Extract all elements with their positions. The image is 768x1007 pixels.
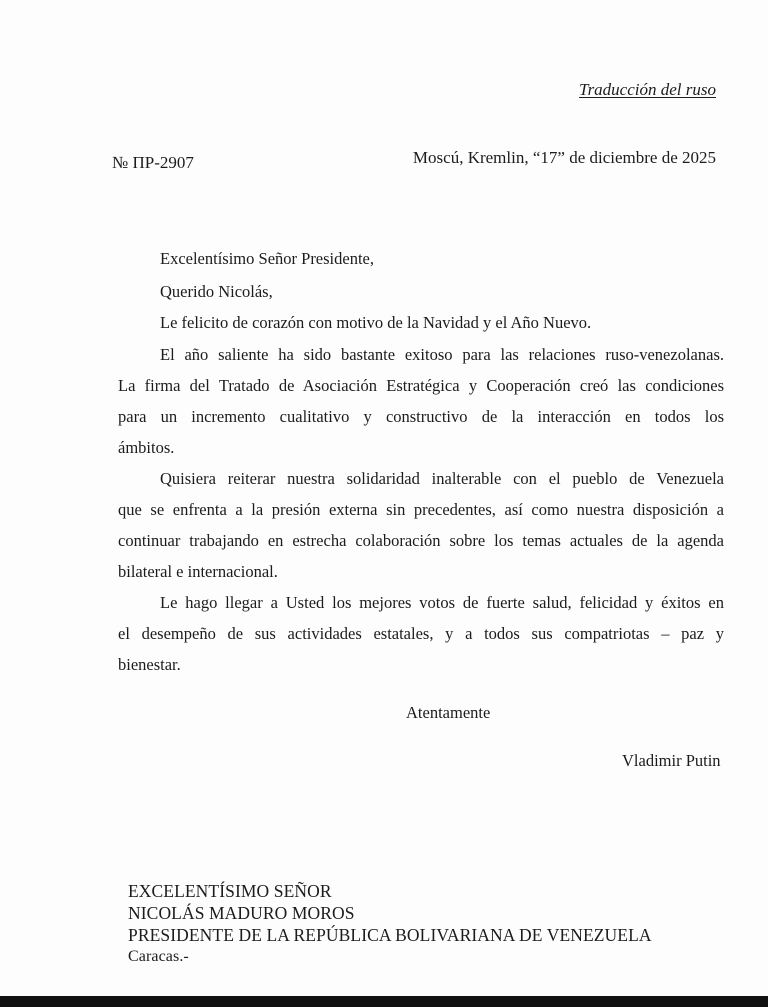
paragraph-3-line-2: que se enfrenta a la presión externa sin precedentes, así como nuestra disposición a [118,500,724,519]
paragraph-2-line-4: ámbitos. [118,438,175,457]
paragraph-4-line-2: el desempeño de sus actividades estatales, y a todos sus compatriotas – paz y [118,624,724,643]
recipient-address [128,880,652,968]
paragraph-2-line-1: El año saliente ha sido bastante exitoso para las relaciones ruso-venezolanas. [160,345,724,364]
recipient-line-3: PRESIDENTE DE LA REPÚBLICA BOLIVARIANA DE VENEZUELA [128,925,652,945]
paragraph-4-line-1: Le hago llegar a Usted los mejores votos de fuerte salud, felicidad y éxitos en [160,593,724,612]
salutation-title: Excelentísimo Señor Presidente, [160,249,374,268]
recipient-line-2: NICOLÁS MADURO MOROS [128,903,355,923]
document-number: № ПР-2907 [112,153,194,172]
paragraph-greeting: Le felicito de corazón con motivo de la Navidad y el Año Nuevo. [160,313,592,332]
paragraph-2-line-2: La firma del Tratado de Asociación Estratégica y Cooperación creó las condiciones [118,376,724,395]
signature-name: Vladimir Putin [622,751,721,770]
paragraph-3-line-3: continuar trabajando en estrecha colaboración sobre los temas actuales de la agenda [118,531,724,550]
place-and-date: Moscú, Kremlin, “17” de diciembre de 2025 [412,148,716,167]
recipient-line-1: EXCELENTÍSIMO SEÑOR [128,881,332,901]
paragraph-3-line-1: Quisiera reiterar nuestra solidaridad inalterable con el pueblo de Venezuela [160,469,724,488]
recipient-city: Caracas.- [128,948,189,965]
translation-note: Traducción del ruso [579,80,716,99]
salutation-name: Querido Nicolás, [160,282,273,301]
paragraph-2-line-3: para un incremento cualitativo y constructivo de la interacción en todos los [118,407,724,426]
paragraph-3-line-4: bilateral e internacional. [118,562,278,581]
paragraph-4-line-3: bienestar. [118,655,181,674]
closing: Atentamente [406,703,491,722]
scan-bottom-edge [0,996,768,1007]
